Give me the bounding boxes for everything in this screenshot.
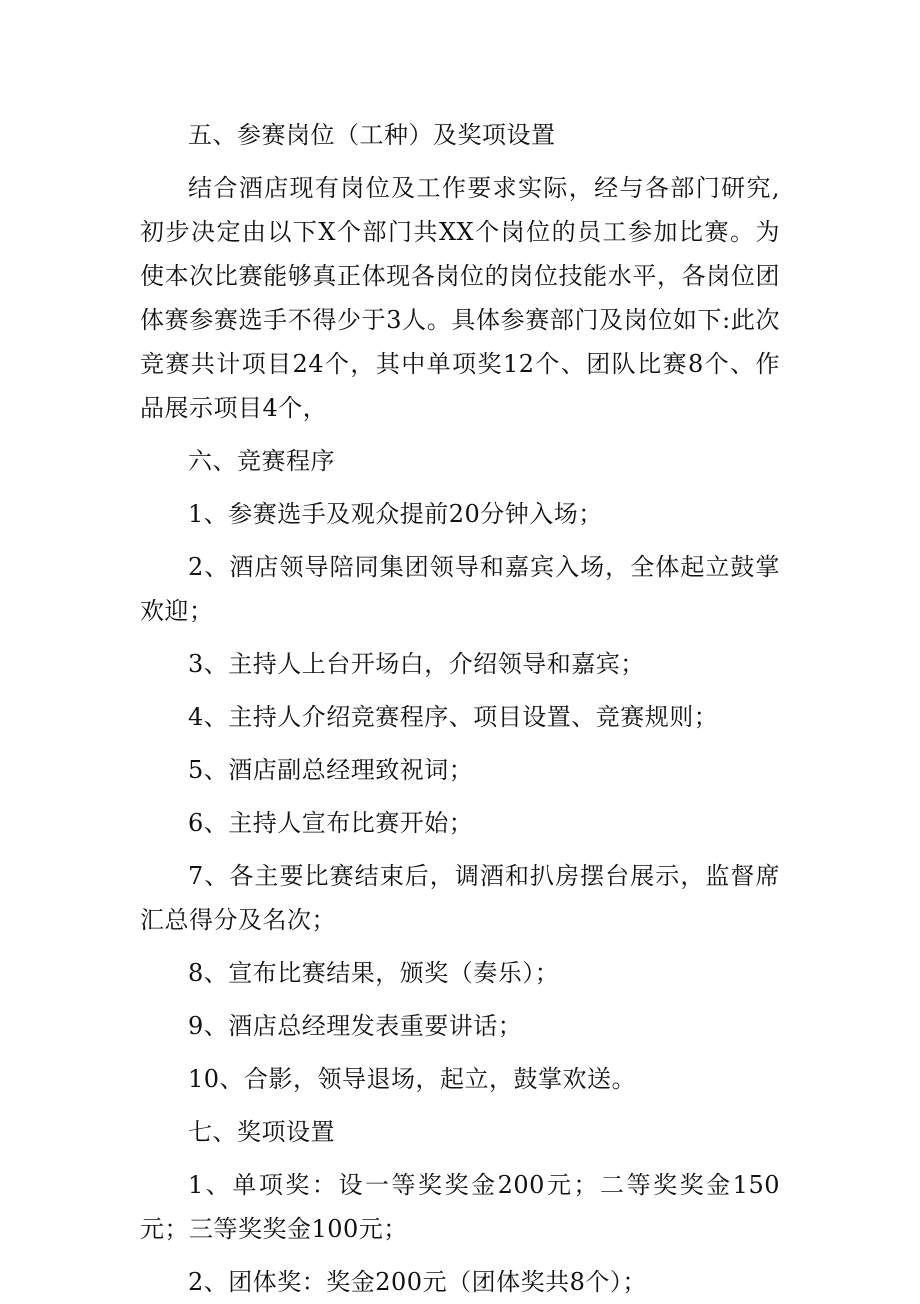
procedure-item-9: 9、酒店总经理发表重要讲话；	[188, 1012, 523, 1040]
section-heading-7: 七、奖项设置	[188, 1118, 335, 1146]
procedure-item-6: 6、主持人宣布比赛开始；	[188, 809, 474, 837]
procedure-item-5: 5、酒店副总经理致祝词；	[188, 756, 474, 784]
procedure-item-7: 7、各主要比赛结束后，调酒和扒房摆台展示，监督席汇总得分及名次；	[140, 862, 780, 934]
procedure-item-4: 4、主持人介绍竞赛程序、项目设置、竞赛规则；	[188, 703, 719, 731]
award-item-2: 2、团体奖：奖金200元（团体奖共8个）；	[188, 1268, 647, 1296]
award-item-1: 1、单项奖：设一等奖奖金200元；二等奖奖金150元；三等奖奖金100元；	[140, 1171, 780, 1243]
procedure-item-8: 8、宣布比赛结果，颁奖（奏乐）；	[188, 959, 560, 987]
procedure-item-1: 1、参赛选手及观众提前20分钟入场；	[188, 500, 603, 528]
section-heading-6: 六、竞赛程序	[188, 447, 335, 475]
section-heading-5: 五、参赛岗位（工种）及奖项设置	[188, 121, 556, 149]
procedure-item-10: 10、合影，领导退场，起立，鼓掌欢送。	[188, 1065, 637, 1093]
body-paragraph: 结合酒店现有岗位及工作要求实际，经与各部门研究,初步决定由以下X个部门共XX个岗位的员工参加比赛。为使本次比赛能够真正体现各岗位的岗位技能水平，各岗位团体赛参赛选手不得少于3人。具体参赛部门及岗位如下:此次竞赛共计项目24个，其中单项奖12个、团队比赛8个、作品展示项目4个，	[140, 174, 780, 422]
procedure-item-2: 2、酒店领导陪同集团领导和嘉宾入场，全体起立鼓掌欢迎；	[140, 553, 780, 625]
procedure-item-3: 3、主持人上台开场白，介绍领导和嘉宾；	[188, 650, 645, 678]
